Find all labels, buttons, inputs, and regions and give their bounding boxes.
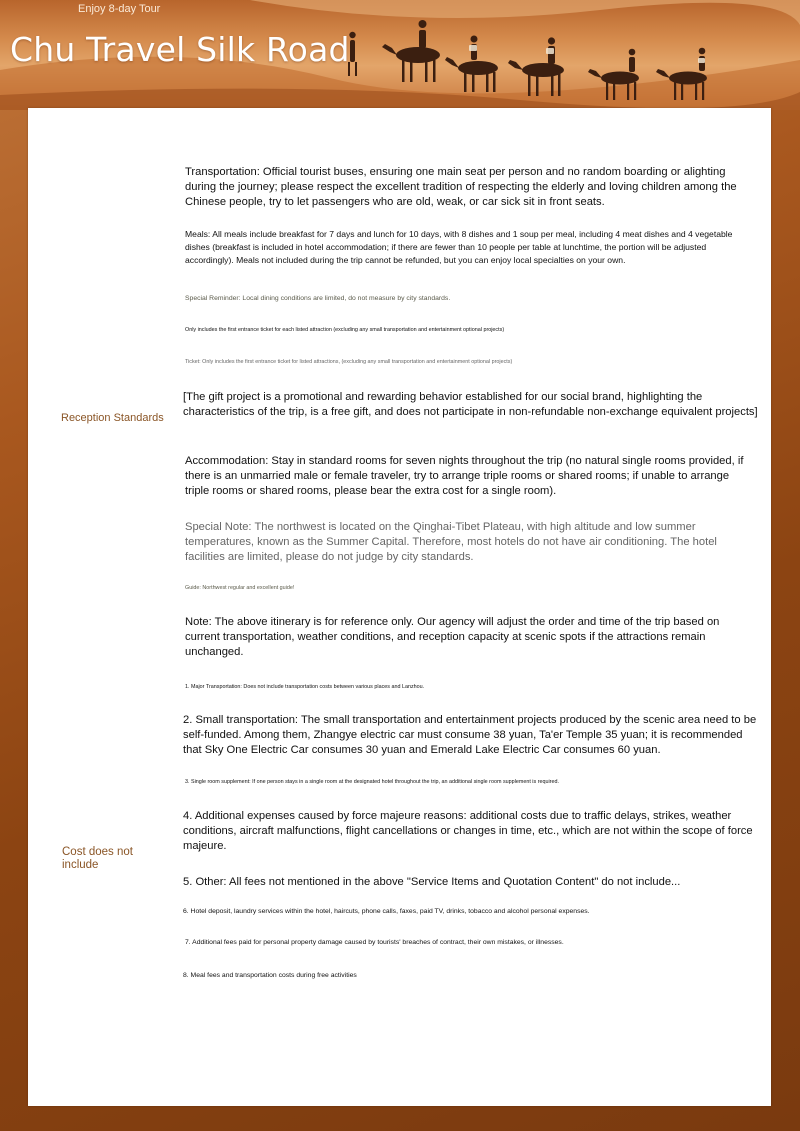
entrance-only-text: Only includes the first entrance ticket for each listed attraction (excluding any small transportation and entertainment optional projects) <box>185 327 505 333</box>
ticket-text: Ticket: Only includes the first entrance ticket for listed attractions, (excluding any small transportation and entertainment optional projects) <box>185 359 513 365</box>
transportation-text: Transportation: Official tourist buses, ensuring one main seat per person and no random boarding or alighting during the journey; please respect the excellent tradition of respecting the elderly and loving children among the Chinese people, try to let passengers who are old, weak, or car sick sit in front seats. <box>185 166 737 208</box>
itinerary-sheet <box>28 108 771 1106</box>
section-label-reception: Reception Standards <box>61 412 164 424</box>
guide-text: Guide: Northwest regular and excellent guide! <box>185 585 295 591</box>
cost-item-3: 3. Single room supplement: If one person stays in a single room at the designated hotel throughout the trip, an additional single room supplement is required. <box>185 779 559 785</box>
header-banner <box>0 0 800 110</box>
cost-item-6: 6. Hotel deposit, laundry services within the hotel, haircuts, phone calls, faxes, paid TV, drinks, tobacco and alcohol personal expenses. <box>183 908 590 915</box>
cost-item-7: 7. Additional fees paid for personal property damage caused by tourists' breaches of contract, their own mistakes, or illnesses. <box>185 939 564 946</box>
accommodation-text: Accommodation: Stay in standard rooms for seven nights throughout the trip (no natural single rooms provided, if there is an unmarried male or female traveler, try to arrange triple rooms or shared rooms; if unable to arrange triple rooms or shared rooms, please bear the extra cost for a single room). <box>185 455 744 497</box>
cost-item-1: 1. Major Transportation: Does not include transportation costs between various places and Lanzhou. <box>185 684 425 690</box>
cost-item-2: 2. Small transportation: The small transportation and entertainment projects produced by the scenic area need to be self-funded. Among them, Zhangye electric car must consume 38 yuan, Ta'er Temple 35 yuan; it is recommended that Sky One Electric Car consumes 30 yuan and Emerald Lake Electric Car consumes 60 yuan. <box>183 714 757 756</box>
special-note-text: Special Note: The northwest is located on the Qinghai-Tibet Plateau, with high altitude and low summer temperatures, known as the Summer Capital. Therefore, most hotels do not have air conditioning. The hotel facilities are limited, please do not judge by city standards. <box>185 521 717 563</box>
cost-item-4: 4. Additional expenses caused by force majeure reasons: additional costs due to traffic delays, strikes, weather conditions, aircraft malfunctions, flight cancellations or changes in time, etc., which are not within the scope of force majeure. <box>183 810 753 852</box>
cost-item-5: 5. Other: All fees not mentioned in the above "Service Items and Quotation Content" do not include... <box>183 876 681 888</box>
section-label-cost: Cost does not include <box>62 846 133 871</box>
tour-subtitle: Enjoy 8-day Tour <box>78 3 161 15</box>
gift-text: [The gift project is a promotional and rewarding behavior established for our social brand, highlighting the characteristics of the trip, is a free gift, and does not participate in non-refundable non-exchange equivalent projects] <box>183 391 758 418</box>
itinerary-note-text: Note: The above itinerary is for reference only. Our agency will adjust the order and time of the trip based on current transportation, weather conditions, and reception capacity at scenic spots if the attractions remain unchanged. <box>185 616 720 658</box>
meals-text: Meals: All meals include breakfast for 7 days and lunch for 10 days, with 8 dishes and 1 soup per meal, including 4 meat dishes and 4 vegetable dishes (breakfast is included in hotel accommodation; if there are fewer than 10 people per table at lunchtime, the portion will be adjusted accordingly). Meals not included during the trip cannot be refunded, but you can enjoy local specialties on your own. <box>185 229 733 265</box>
page-title: Chu Travel Silk Road <box>10 30 350 69</box>
special-reminder-text: Special Reminder: Local dining conditions are limited, do not measure by city standards. <box>185 295 451 302</box>
cost-item-8: 8. Meal fees and transportation costs during free activities <box>183 972 357 979</box>
